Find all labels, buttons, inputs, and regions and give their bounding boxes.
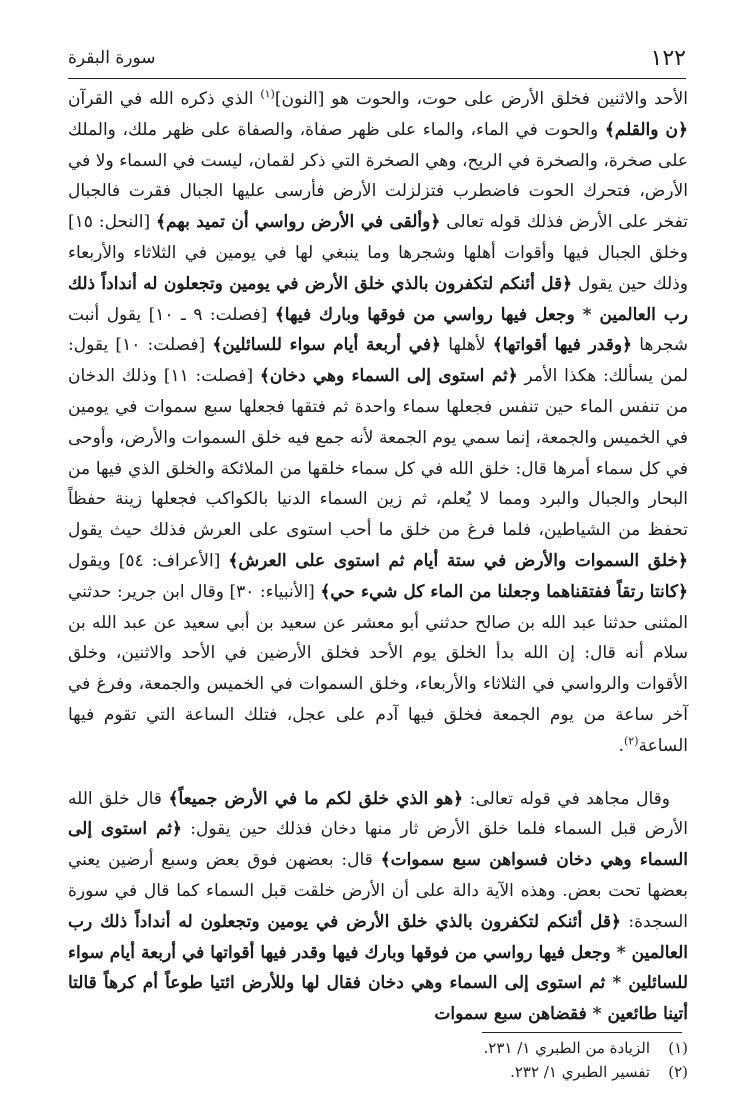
text-segment: قال: بعضهن فوق بعض وسبع أرضين يعني بعضها تحت بعض. وهذه الآية دالة على أن الأرض خلقت قبل السماء كما قال في سورة السجدة: [68, 850, 688, 932]
page-body [68, 84, 688, 1030]
footnote-ref-1: (١) [260, 87, 275, 101]
text-segment: والحوت في الماء، والماء على ظهر صفاة، والصفاة على ظهر ملك، والملك على صخرة، والصخرة في الريح، وهي الصخرة التي ذكر لقمان، ليست في السماء ولا في الأرض، فتحرك الحوت فاضطرب فتزلزلت الأرض فأرسى عليها الجبال فقرت فالجبال تفخر على الأرض فذلك قوله تعالى [68, 119, 688, 233]
text-segment: لأهلها [441, 335, 493, 356]
paragraph-2 [68, 784, 688, 1030]
quran-verse: ﴿قل أئنكم لتكفرون بالذي خلق الأرض في يومين وتجعلون له أنداداً ذلك رب العالمين * وجعل فيها رواسي من فوقها وبارك فيها وقدر فيها أقواتها في أربعة أيام سواء للسائلين * ثم استوى إلى السماء وهي دخان فقال لها وللأرض ائتيا طوعاً أم كرهاً قالتا أتينا طائعين * فقضاهن سبع سموات [68, 911, 688, 1025]
page-header [68, 40, 686, 80]
text-segment: [فصلت: ١١] وذلك الدخان من تنفس الماء حين تنفس فجعلها سماء واحدة ثم فتقها فجعلها سبع سموات في يومين في الخميس والجمعة، إنما سمي يوم الجمعة لأنه جمع فيه خلق السموات والأرض، وأوحى في كل سماء أمرها قال: خلق الله في كل سماء خلقها من الملائكة والخلق الذي فيها من البحار والجبال والبرد ومما لا يُعلم، ثم زين السماء الدنيا بالكواكب فجعلها زينة حفظاً تحفظ من الشياطين، فلما فرغ من خلق ما أحب استوى على العرش فذلك حيث يقول [68, 366, 688, 541]
footnote-rule [482, 1032, 682, 1033]
footnote [68, 1060, 688, 1084]
text-segment: وقال مجاهد في قوله تعالى: [463, 788, 670, 809]
text-segment: الأحد والاثنين فخلق الأرض على حوت، والحوت هو [النون] [274, 89, 688, 109]
quran-verse: ﴿هو الذي خلق لكم ما في الأرض جميعاً﴾ [168, 788, 464, 809]
header-rule [68, 78, 686, 79]
footnote-number: (٢) [668, 1063, 688, 1081]
text-segment: [الأعراف: ٥٤] ويقول [68, 550, 229, 571]
footnote-text: تفسير الطبري ١/ ٢٣٢. [510, 1063, 650, 1081]
text-segment: الذي ذكره الله في القرآن [68, 89, 261, 109]
text-segment: [الأنبياء: ٣٠] وقال ابن جرير: حدثني المثنى حدثنا عبد الله بن صالح حدثني أبو معشر عن سعيد بن أبي سعيد عن عبد الله بن سلام أنه قال: إن الله بدأ الخلق يوم الأحد فخلق الأرضين في الأحد والاثنين، وخلق الأقوات والرواسي في الثلاثاء والأربعاء، وخلق السموات في الخميس والجمعة، وفرغ في آخر ساعة من يوم الجمعة فخلق فيها آدم على عجل، فتلك الساعة التي تقوم فيها الساعة [68, 581, 688, 756]
quran-verse: ﴿ثم استوى إلى السماء وهي دخان﴾ [259, 366, 518, 387]
quran-verse: ﴿ن والقلم﴾ [604, 119, 689, 140]
paragraph-1 [68, 84, 688, 762]
quran-verse: ﴿وقدر فيها أقواتها﴾ [492, 335, 633, 356]
footnote-ref-2: (٢) [623, 734, 639, 748]
quran-verse: ﴿وألقى في الأرض رواسي أن تميد بهم﴾ [156, 212, 441, 233]
text-segment: . [618, 735, 624, 756]
footnote-number: (١) [668, 1039, 688, 1057]
text-segment: [فصلت: ٩ ـ ١٠] يقول أنبت شجرها [68, 304, 688, 356]
text-segment: [فصلت: ١٠] يقول: لمن يسألك: هكذا الأمر [68, 335, 688, 387]
quran-verse: ﴿قل أئنكم لتكفرون بالذي خلق الأرض في يومين وتجعلون له أنداداً ذلك رب العالمين * وجعل فيها رواسي من فوقها وبارك فيها﴾ [68, 273, 689, 325]
text-segment: [النحل: ١٥] وخلق الجبال فيها وأقوات أهلها وشجرها وما ينبغي لها في يومين في الثلاثاء والأربعاء وذلك حين يقول [68, 212, 688, 294]
footnote [68, 1036, 688, 1060]
quran-verse: ﴿خلق السموات والأرض في ستة أيام ثم استوى على العرش﴾ [228, 550, 688, 571]
page-number: ١٢٢ [650, 46, 686, 71]
quran-verse: ﴿في أربعة أيام سواء للسائلين﴾ [212, 335, 441, 356]
footnote-text: الزيادة من الطبري ١/ ٢٣١. [483, 1039, 650, 1057]
surah-title: سورة البقرة [68, 48, 156, 68]
quran-verse: ﴿كانتا رتقاً ففتقناهما وجعلنا من الماء كل شيء حي﴾ [320, 581, 688, 602]
footnotes [68, 1036, 688, 1084]
text-segment: قال خلق الله الأرض قبل السماء فلما خلق الأرض ثار منها دخان فذلك حين يقول: [68, 788, 688, 840]
quran-verse: ﴿ثم استوى إلى السماء وهي دخان فسواهن سبع سموات﴾ [68, 819, 689, 871]
